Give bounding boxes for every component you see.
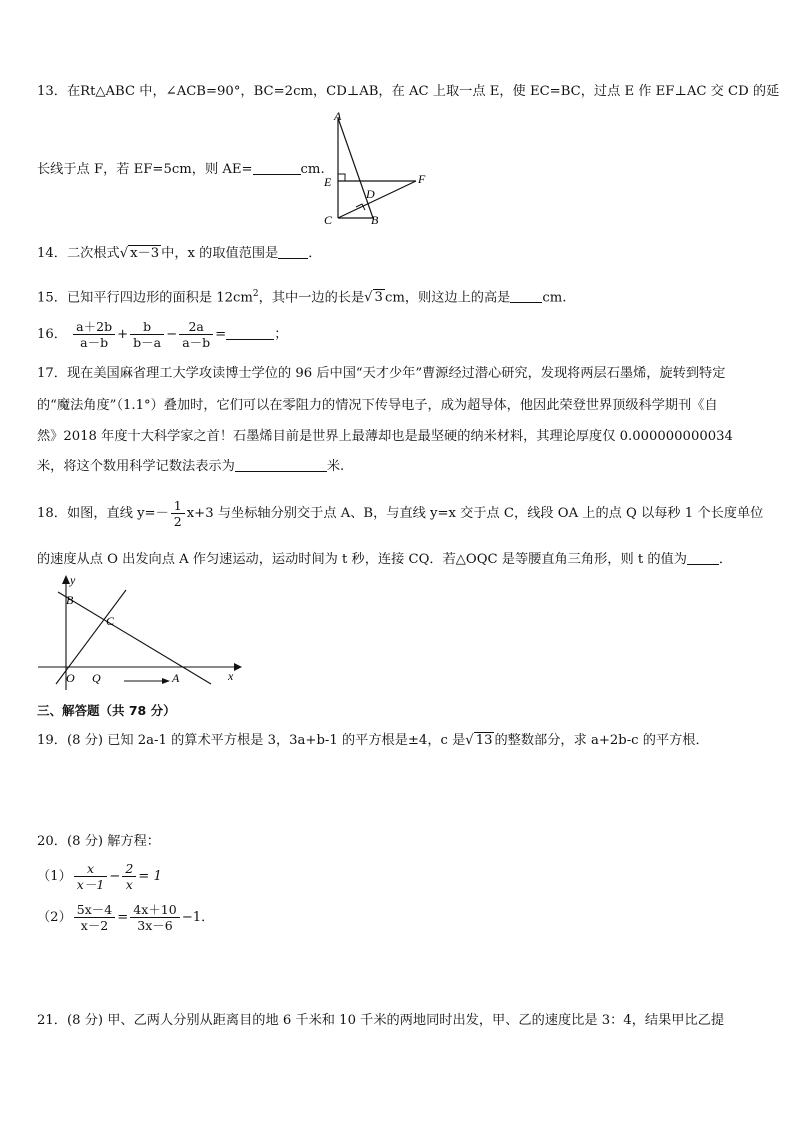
section-heading: 三、解答题（共 78 分） (37, 703, 176, 718)
rhs: −1． (181, 910, 215, 925)
q18-figure (36, 572, 246, 692)
label-x: x (228, 669, 234, 683)
part-label: （2） (37, 910, 72, 925)
q19-radicand: 13 (475, 733, 493, 748)
q14-radicand: x－3 (130, 246, 160, 261)
q18-line1 (37, 497, 763, 531)
fraction (74, 861, 108, 892)
sqrt-symbol: √ x－3 (119, 246, 160, 261)
answer-blank (687, 550, 719, 565)
q14-text: 14．二次根式 (37, 246, 120, 261)
q13-line2 (37, 160, 325, 180)
numerator: x (74, 861, 108, 877)
label-c: C (106, 614, 115, 628)
numerator: a＋2b (73, 319, 115, 335)
q14-period: ． (308, 246, 322, 261)
q15-text3: cm，则这边上的高是 (384, 290, 511, 306)
q19-text: 19．(8 分) 已知 2a-1 的算术平方根是 3，3a+b-1 的平方根是±4，c 是 (37, 733, 466, 748)
sqrt-symbol: √ 3 (364, 290, 383, 306)
numerator: 2 (122, 861, 136, 877)
q18-line2 (37, 550, 732, 570)
label-o: O (66, 671, 75, 685)
q13-text: 长线于点 F，若 EF=5cm，则 AE= (37, 162, 253, 177)
label-a: A (172, 671, 180, 685)
label-b: B (66, 593, 74, 607)
q15-line (37, 284, 566, 308)
q14-line (37, 244, 321, 264)
label-c: C (324, 213, 333, 227)
denominator: 3x－6 (137, 918, 173, 933)
q17-line4 (37, 457, 344, 477)
q13-unit: cm. (300, 162, 325, 177)
q20-part1 (37, 860, 162, 894)
q15-sup: 2 (252, 289, 259, 299)
q15-unit: cm. (542, 290, 567, 306)
sqrt-symbol: √ 13 (465, 733, 493, 748)
q14-text2: 中，x 的取值范围是 (161, 246, 279, 261)
fraction (122, 861, 136, 892)
q20-part2 (37, 901, 214, 935)
equals: = (117, 910, 129, 925)
q19-line (37, 731, 709, 751)
numerator: b (130, 319, 164, 335)
q18-text2: x+3 与坐标轴分别交于点 A、B，与直线 y=x 交于点 C，线段 OA 上的点 Q 以每秒 1 个长度单位 (186, 506, 764, 521)
fraction (73, 319, 115, 350)
q18-text3: 的速度从点 O 出发向点 A 作匀速运动，运动时间为 t 秒，连接 CQ．若△OQC 是等腰直角三角形，则 t 的值为 (37, 552, 687, 567)
denominator: a－b (182, 335, 211, 350)
operator: − (166, 327, 178, 342)
denominator: a－b (80, 335, 109, 350)
denominator: 2 (173, 514, 182, 529)
operator: + (117, 327, 129, 342)
q19-text2: 的整数部分，求 a+2b-c 的平方根． (494, 733, 709, 748)
label-e: E (324, 175, 332, 189)
q20-title: 20．(8 分) 解方程： (37, 834, 160, 849)
q13-line1: 13．在Rt△ABC 中，∠ACB=90°，BC=2cm，CD⊥AB，在 AC 上取一点 E，使 EC=BC，过点 E 作 EF⊥AC 交 CD 的延 (37, 84, 780, 99)
fraction (171, 498, 185, 529)
numerator: 4x＋10 (130, 902, 179, 918)
operator: − (109, 869, 121, 884)
q15-text: 15．已知平行四边形的面积是 12cm (37, 290, 253, 306)
q15-text2: ，其中一边的长是 (258, 290, 365, 306)
part-label: （1） (37, 869, 72, 884)
denominator: b－a (133, 335, 162, 350)
fraction (130, 902, 179, 933)
answer-blank (235, 457, 327, 472)
q13-figure (318, 110, 433, 228)
label-b: B (371, 213, 379, 227)
denominator: x－1 (76, 877, 105, 892)
denominator: x (125, 877, 133, 892)
numerator: 2a (179, 319, 213, 335)
q18-text: 18．如图，直线 y=－ (37, 506, 169, 521)
label-a: A (334, 110, 342, 123)
q16-prefix: 16． (37, 327, 67, 342)
q17-line3: 然》2018 年度十大科学家之首！石墨烯目前是世界上最薄却也是最坚硬的纳米材料，其理论厚度仅 0.000000000034 (37, 429, 733, 444)
q15-radicand: 3 (374, 290, 383, 306)
q16-end: ； (274, 327, 288, 342)
rhs: = 1 (138, 869, 162, 884)
answer-blank (510, 288, 542, 303)
label-d: D (366, 187, 375, 201)
numerator: 1 (171, 498, 185, 514)
equals: = (215, 327, 227, 342)
answer-blank (226, 325, 274, 340)
q17-unit: 米. (326, 459, 345, 474)
q21-line1: 21．(8 分) 甲、乙两人分别从距离目的地 6 千米和 10 千米的两地同时出发，甲、乙的速度比是 3：4，结果甲比乙提 (37, 1013, 725, 1028)
q17-line2: 的“魔法角度”（1.1°）叠加时，它们可以在零阻力的情况下传导电子，成为超导体，他因此荣登世界顶级科学期刊《自 (37, 398, 718, 413)
q18-period: ． (718, 552, 733, 567)
denominator: x－2 (80, 918, 109, 933)
q16-line (37, 318, 287, 352)
fraction (130, 319, 164, 350)
q17-text: 米，将这个数用科学记数法表示为 (37, 459, 235, 474)
numerator: 5x－4 (74, 902, 115, 918)
label-y: y (70, 573, 76, 587)
label-q: Q (92, 671, 101, 685)
q17-line1: 17．现在美国麻省理工大学攻读博士学位的 96 后中国“天才少年”曹源经过潜心研究，发现将两层石墨烯，旋转到特定 (37, 366, 726, 381)
answer-blank (278, 244, 308, 259)
fraction (179, 319, 213, 350)
answer-blank (253, 160, 301, 175)
label-f: F (418, 172, 426, 186)
fraction (74, 902, 115, 933)
